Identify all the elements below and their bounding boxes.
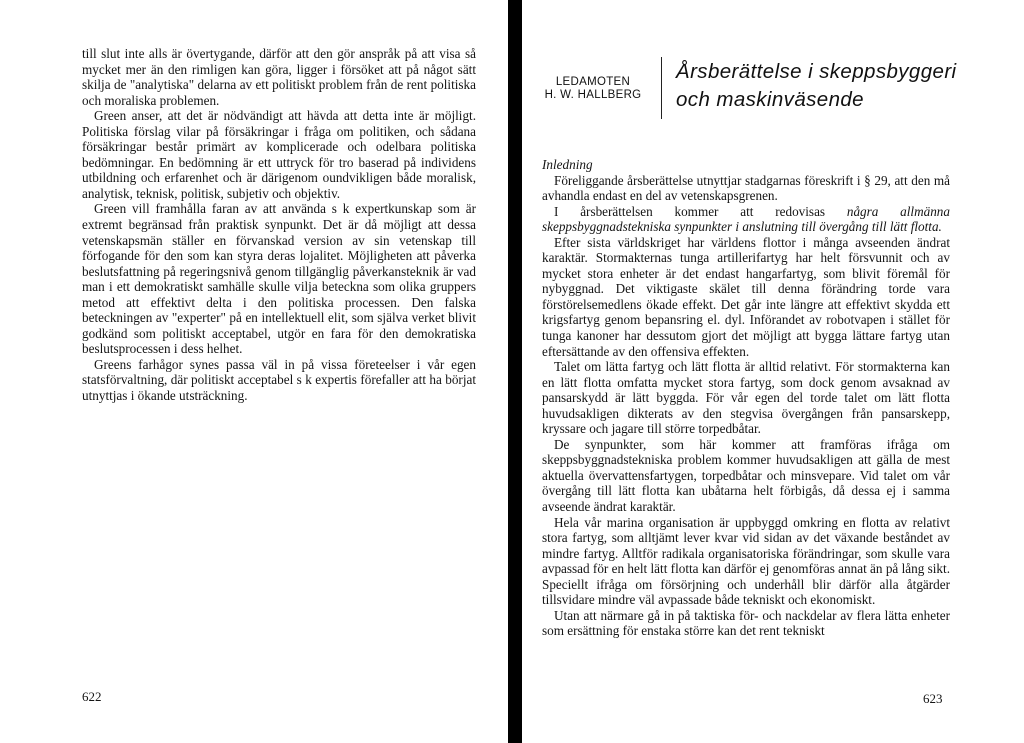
right-paragraph-3: Efter sista världskriget har världens flottor i många avseenden ändrat karaktär. Stormakternas tunga artillerifartyg har helt försvunnit och av mycket stora enheter är det endast hangarfartyg, som blivit föremål för nybyggnad. Det viktigaste skälet till denna förändring torde vara förstörelsemedlens ökade effekt. Det går inte längre att effektivt skydda ett krigsfartyg genom bepansring el. dyl. Införandet av robotvapen i stället för tunga kanoner har dessutom gjort det möjligt att bygga lättare fartyg utan eftersättande av den offensiva effekten. <box>542 234 950 359</box>
right-paragraph-2-text: I årsberättelsen kommer att redovisas <box>554 203 847 219</box>
left-paragraph-4: Greens farhågor synes passa väl in på vissa företeelser i vår egen statsförvaltning, där politiskt acceptabel s k expertis förefaller att ha börjat utnyttjas i ökande utsträckning. <box>82 356 476 404</box>
left-page-body <box>82 46 476 404</box>
author-role: LEDAMOTEN <box>555 76 631 88</box>
right-paragraph-5: De synpunkter, som här kommer att framföras ifråga om skeppsbyggnadstekniska problem kommer huvudsakligen att gälla de mest aktuella övervattensfartygen, torpedbåtar och minsvepare. Vid talet om vår övergång till lätt flotta kan ubåtarna helt förbigås, då dessa ej i samma avseende ändrat karaktär. <box>542 436 950 515</box>
book-gutter <box>508 0 522 743</box>
right-page-body <box>542 157 950 639</box>
right-paragraph-6: Hela vår marina organisation är uppbyggd omkring en flotta av relativt stora fartyg, som alltjämt lever kvar vid sidan av det växande beståndet av mindre fartyg. Alltför radikala organisatoriska förändringar, som skulle vara avpassad för en helt lätt flotta kan därför ej genomföras annat än på lång sikt. Speciellt ifråga om försörjning och underhåll blir därför alla åtgärder tillsvidare mindre väl avpassade både tekniskt och ekonomiskt. <box>542 514 950 608</box>
section-heading: Inledning <box>542 157 593 172</box>
article-title <box>676 58 976 114</box>
right-page-number: 623 <box>923 691 943 706</box>
left-page-number: 622 <box>82 689 102 704</box>
article-title-line-1: Årsberättelse i skeppsbyggeri <box>676 60 957 83</box>
right-paragraph-1: Föreliggande årsberättelse utnyttjar stadgarnas föreskrift i § 29, att den må avhandla endast en del av vetenskapsgrenen. <box>542 172 950 204</box>
left-page <box>0 0 508 743</box>
right-page <box>522 0 1024 743</box>
left-paragraph-2: Green anser, att det är nödvändigt att hävda att detta inte är möjligt. Politiska förslag vilar på försäkringar i fråga om politiken, och sådana försäkringar består primärt av komplicerade och odelbara politiska bedömningar. En bedömning är ett uttryck för tro baserad på individens utbildning och erfarenhet och är därigenom oundvikligen både moralisk, analytisk, teknisk, politisk, subjetiv och objektiv. <box>82 108 476 201</box>
author-name: H. W. HALLBERG <box>544 89 642 101</box>
left-paragraph-1: till slut inte alls är övertygande, därför att den gör anspråk på att visa så mycket mer än den rimligen kan göra, ligger i försöket att på något sätt skilja de "analytiska" delarna av ett politiskt problem från de rent politiska och moraliska problemen. <box>82 46 476 108</box>
right-paragraph-2-emphasis: några allmänna skeppsbyggnadstekniska synpunkter i anslutning till övergång till lätt flotta. <box>542 203 950 235</box>
right-paragraph-4: Talet om lätta fartyg och lätt flotta är alltid relativt. För stormakterna kan en lätt flotta omfatta mycket stora fartyg, som dock genom avsaknad av pansarskydd är lätt byggda. För vår egen del torde talet om lätt flotta huvudsakligen dikterats av den stegvisa övergången från pansarskepp, kryssare och jagare till större torpedbåtar. <box>542 359 950 437</box>
article-title-line-2: och maskinväsende <box>676 88 864 111</box>
right-paragraph-7: Utan att närmare gå in på taktiska för- och nackdelar av flera lätta enheter som ersättning för enstaka större kan det rent tekniskt <box>542 607 950 639</box>
header-divider <box>661 57 662 119</box>
right-paragraph-2 <box>542 204 950 235</box>
left-paragraph-3: Green vill framhålla faran av att använda s k expertkunskap som är extremt begränsad från praktisk synpunkt. Det är då möjligt att dessa vetenskapsmän ställer en förvanskad version av sin vetenskap till förfogande för den som kan styra deras lojalitet. Möjligheten att påverka beslutsfattning på regeringsnivå genom tillgänglig påverkansteknik är vad man i ett demokratiskt samhälle skulle vilja beteckna som olika gruppers metod att effektivt delta i den politiska processen. Den falska beteckningen av "experter" på en intellektuell elit, som själva verket blivit godkänd som politiskt acceptabel, utgör en fara för den demokratiska beslutsprocessen i dess helhet. <box>82 201 476 357</box>
author-block <box>543 76 643 102</box>
